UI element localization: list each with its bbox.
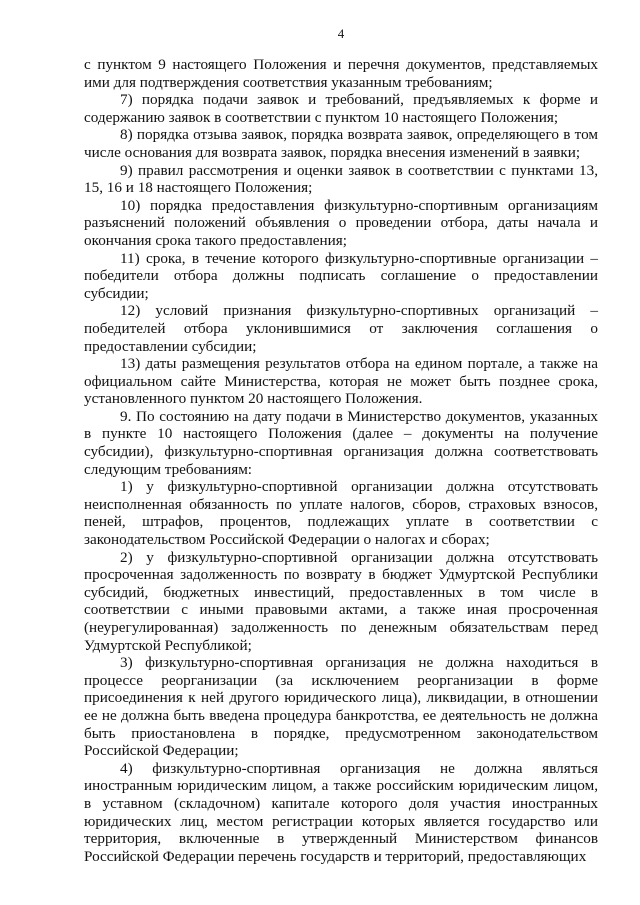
paragraph-item-7: 7) порядка подачи заявок и требований, предъявляемых к форме и содержанию заявок в соответствии с пунктом 10 настоящего Положения; — [84, 91, 598, 126]
paragraph-item-13: 13) даты размещения результатов отбора на едином портале, а также на официальном сайте Министерства, которая не может быть позднее срока, установленного пунктом 20 настоящего Положения. — [84, 355, 598, 408]
page-number: 4 — [337, 26, 345, 41]
paragraph-section-9: 9. По состоянию на дату подачи в Министерство документов, указанных в пункте 10 настоящего Положения (далее – документы на получение субсидии), физкультурно-спортивная организация должна соответствовать следующим требованиям: — [84, 407, 598, 478]
paragraph-item-10: 10) порядка предоставления физкультурно-спортивным организациям разъяснений положений объявления о проведении отбора, даты начала и окончания срока такого предоставления; — [84, 196, 598, 249]
paragraph-continuation: с пунктом 9 настоящего Положения и перечня документов, представляемых ими для подтверждения соответствия указанным требованиям; — [84, 56, 598, 91]
paragraph-item-12: 12) условий признания физкультурно-спортивных организаций – победителей отбора уклонившимися от заключения соглашения о предоставлении субсидии; — [84, 302, 598, 355]
paragraph-item-8: 8) порядка отзыва заявок, порядка возврата заявок, определяющего в том числе основания для возврата заявок, порядка внесения изменений в заявки; — [84, 126, 598, 161]
paragraph-item-9: 9) правил рассмотрения и оценки заявок в соответствии с пунктами 13, 15, 16 и 18 настоящего Положения; — [84, 161, 598, 197]
paragraph-requirement-1: 1) у физкультурно-спортивной организации должна отсутствовать неисполненная обязанность по уплате налогов, сборов, страховых взносов, пеней, штрафов, процентов, подлежащих уплате в соответствии с законодательством Российской Федерации о налогах и сборах; — [84, 478, 598, 549]
paragraph-requirement-2: 2) у физкультурно-спортивной организации должна отсутствовать просроченная задолженность по возврату в бюджет Удмуртской Республики субсидий, бюджетных инвестиций, предоставленных в том числе в соответствии с иными правовыми актами, а также иная просроченная (неурегулированная) задолженность по денежным обязательствам перед Удмуртской Республикой; — [84, 548, 598, 654]
paragraph-requirement-3: 3) физкультурно-спортивная организация не должна находиться в процессе реорганизации (за исключением реорганизации в форме присоединения к ней другого юридического лица), ликвидации, в отношении ее не должна быть введена процедура банкротства, ее деятельность не должна быть приостановлена в порядке, предусмотренном законодательством Российской Федерации; — [84, 654, 598, 760]
paragraph-requirement-4: 4) физкультурно-спортивная организация не должна являться иностранным юридическим лицом, а также российским юридическим лицом, в уставном (складочном) капитале которого доля участия иностранных юридических лиц, местом регистрации которых является государство или территория, включенные в утвержденный Министерством финансов Российской Федерации перечень государств и территорий, предоставляющих — [84, 759, 598, 865]
paragraph-item-11: 11) срока, в течение которого физкультурно-спортивные организации – победители отбора должны подписать соглашение о предоставлении субсидии; — [84, 249, 598, 302]
document-body — [84, 56, 598, 865]
